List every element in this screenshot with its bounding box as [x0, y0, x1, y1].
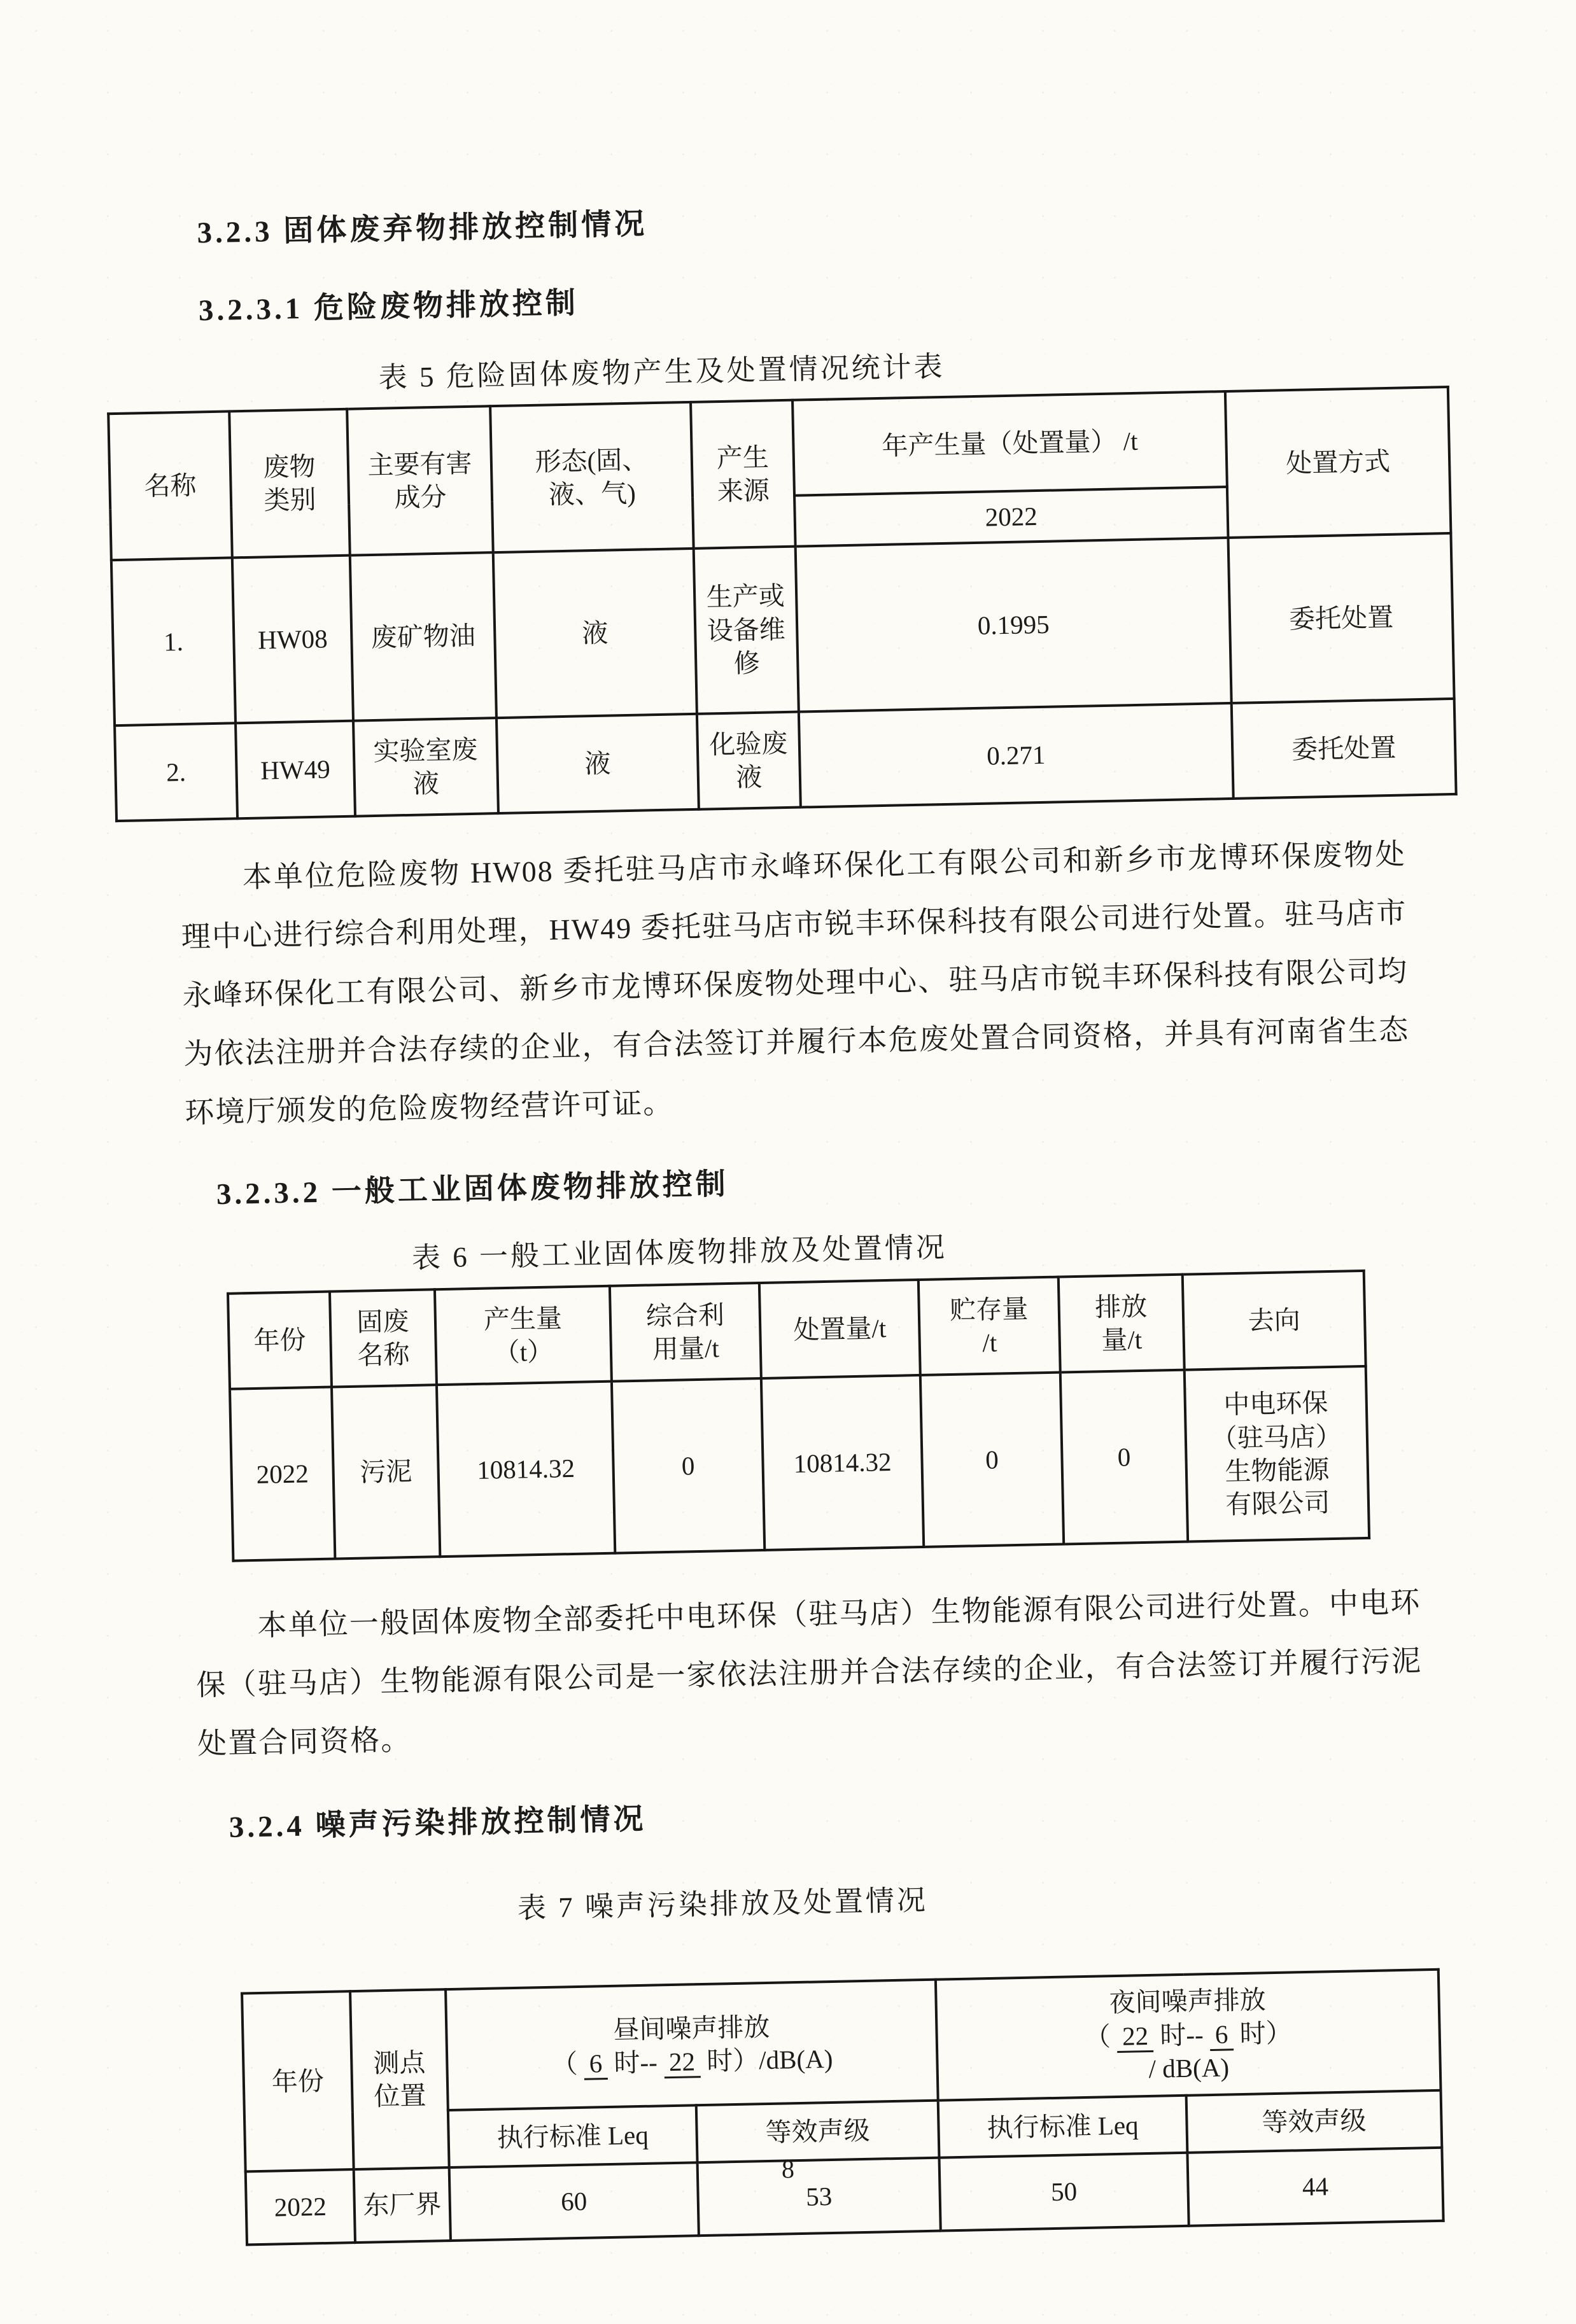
- header-day-noise: [446, 1980, 938, 2110]
- table-cell: 0: [1060, 1370, 1188, 1544]
- table-cell: 废矿物油: [350, 552, 496, 720]
- section-heading-3231: 3.2.3.1 危险废物排放控制: [198, 286, 579, 328]
- table-cell: 53: [698, 2158, 941, 2236]
- text-fragment: 时）: [1232, 2018, 1293, 2049]
- night-end-hour: 6: [1209, 2019, 1233, 2051]
- header-year: 年份: [228, 1292, 332, 1389]
- table-cell: 2022: [246, 2169, 355, 2244]
- table-cell: 化验废液: [697, 712, 801, 809]
- table-cell: 1.: [111, 557, 236, 725]
- table-cell: 委托处置: [1232, 699, 1456, 799]
- text-fragment: （: [1084, 2021, 1118, 2052]
- table-cell: 中电环保 （驻马店） 生物能源 有限公司: [1185, 1366, 1369, 1542]
- table-cell: 东厂界: [354, 2167, 451, 2243]
- header-produced: 产生量 （t）: [435, 1286, 612, 1385]
- header-year: 年份: [242, 1991, 354, 2171]
- section-heading-3232: 3.2.3.2 一般工业固体废物排放控制: [216, 1167, 729, 1212]
- day-end-hour: 22: [664, 2047, 701, 2078]
- table-cell: 0: [920, 1373, 1064, 1547]
- table-cell: 2.: [115, 723, 237, 821]
- page-number: 8: [782, 2155, 794, 2183]
- header-form: 形态(固、 液、气): [490, 402, 694, 552]
- header-annual-amount: 年产生量（处置量） /t: [792, 391, 1227, 496]
- table-cell: 液: [493, 549, 697, 718]
- section-heading-323: 3.2.3 固体废弃物排放控制情况: [197, 207, 648, 250]
- day-start-hour: 6: [584, 2048, 607, 2080]
- night-start-hour: 22: [1117, 2021, 1154, 2053]
- table-cell: 0: [612, 1378, 764, 1553]
- header-stored: 贮存量 /t: [918, 1277, 1060, 1375]
- table5-caption: 表 5 危险固体废物产生及处置情况统计表: [378, 350, 946, 394]
- text-fragment: 时）/dB(A): [700, 2043, 833, 2076]
- table-cell: 10814.32: [437, 1382, 615, 1557]
- table-cell: 0.1995: [796, 538, 1232, 712]
- paragraph-hazardous-waste: 本单位危险废物 HW08 委托驻马店市永峰环保化工有限公司和新乡市龙博环保废物处理中心进行综合利用处理，HW49 委托驻马店市锐丰环保科技有限公司进行处置。驻马店市永峰环保化工有限公司、新乡市龙博环保废物处理中心、驻马店市锐丰环保科技有限公司均为依法注册并合法存续的企业，有合法签订并履行本危废处置合同资格，并具有河南省生态环境厅颁发的危险废物经营许可证。: [181, 837, 1410, 1130]
- table-cell: 实验室废液: [353, 718, 498, 816]
- table-cell: 污泥: [332, 1385, 440, 1558]
- header-destination: 去向: [1183, 1271, 1366, 1370]
- text-fragment: 时--: [607, 2047, 665, 2078]
- header-name: 名称: [108, 411, 232, 560]
- table-cell: 委托处置: [1228, 533, 1454, 703]
- table-cell: 2022: [230, 1387, 335, 1561]
- header-day-equivalent: 等效声级: [696, 2101, 939, 2163]
- table7-caption: 表 7 噪声污染排放及处置情况: [517, 1884, 929, 1924]
- table-cell: HW08: [232, 556, 353, 724]
- header-category: 废物 类别: [229, 409, 350, 558]
- header-location: 测点 位置: [350, 1989, 449, 2169]
- header-utilized: 综合利 用量/t: [610, 1283, 761, 1382]
- table-row: [111, 533, 1454, 725]
- header-harmful: 主要有害 成分: [347, 406, 493, 555]
- table-cell: 0.271: [799, 703, 1234, 808]
- table-row: [230, 1366, 1369, 1561]
- general-solid-waste-table: [227, 1270, 1370, 1562]
- night-noise-title: 夜间噪声排放: [1109, 1985, 1267, 2018]
- table-cell: 生产或设备维修: [694, 547, 799, 714]
- text-fragment: （: [551, 2048, 585, 2079]
- header-discharged: 排放 量/t: [1059, 1275, 1185, 1373]
- header-disposal: 处置方式: [1225, 387, 1451, 538]
- header-night-equivalent: 等效声级: [1186, 2090, 1442, 2153]
- paragraph-general-waste: 本单位一般固体废物全部委托中电环保（驻马店）生物能源有限公司进行处置。中电环保（驻马店）生物能源有限公司是一家依法注册并合法存续的企业，有合法签订并履行污泥处置合同资格。: [195, 1586, 1423, 1760]
- table-header-row: [108, 387, 1450, 509]
- table-header-row: [242, 1970, 1440, 2115]
- table-cell: 50: [939, 2153, 1188, 2231]
- header-night-noise: [936, 1970, 1441, 2101]
- day-noise-title: 昼间噪声排放: [612, 2012, 770, 2045]
- noise-table: [241, 1968, 1445, 2246]
- table-cell: 10814.32: [761, 1375, 924, 1550]
- hazardous-waste-table: [107, 386, 1458, 822]
- table-cell: HW49: [236, 721, 355, 819]
- header-year: 2022: [794, 487, 1228, 547]
- header-source: 产生 来源: [691, 400, 796, 549]
- table-cell: 60: [449, 2162, 699, 2241]
- night-noise-unit: / dB(A): [1148, 2052, 1230, 2084]
- table6-caption: 表 6 一般工业固体废物排放及处置情况: [411, 1231, 948, 1274]
- header-waste-name: 固废 名称: [330, 1289, 437, 1387]
- section-heading-324: 3.2.4 噪声污染排放控制情况: [229, 1802, 647, 1844]
- table-cell: 44: [1187, 2148, 1443, 2226]
- text-fragment: 时--: [1153, 2019, 1211, 2050]
- header-night-standard: 执行标准 Leq: [938, 2096, 1188, 2158]
- header-disposed: 处置量/t: [759, 1280, 920, 1378]
- header-day-standard: 执行标准 Leq: [448, 2105, 698, 2167]
- table-cell: 液: [496, 714, 699, 813]
